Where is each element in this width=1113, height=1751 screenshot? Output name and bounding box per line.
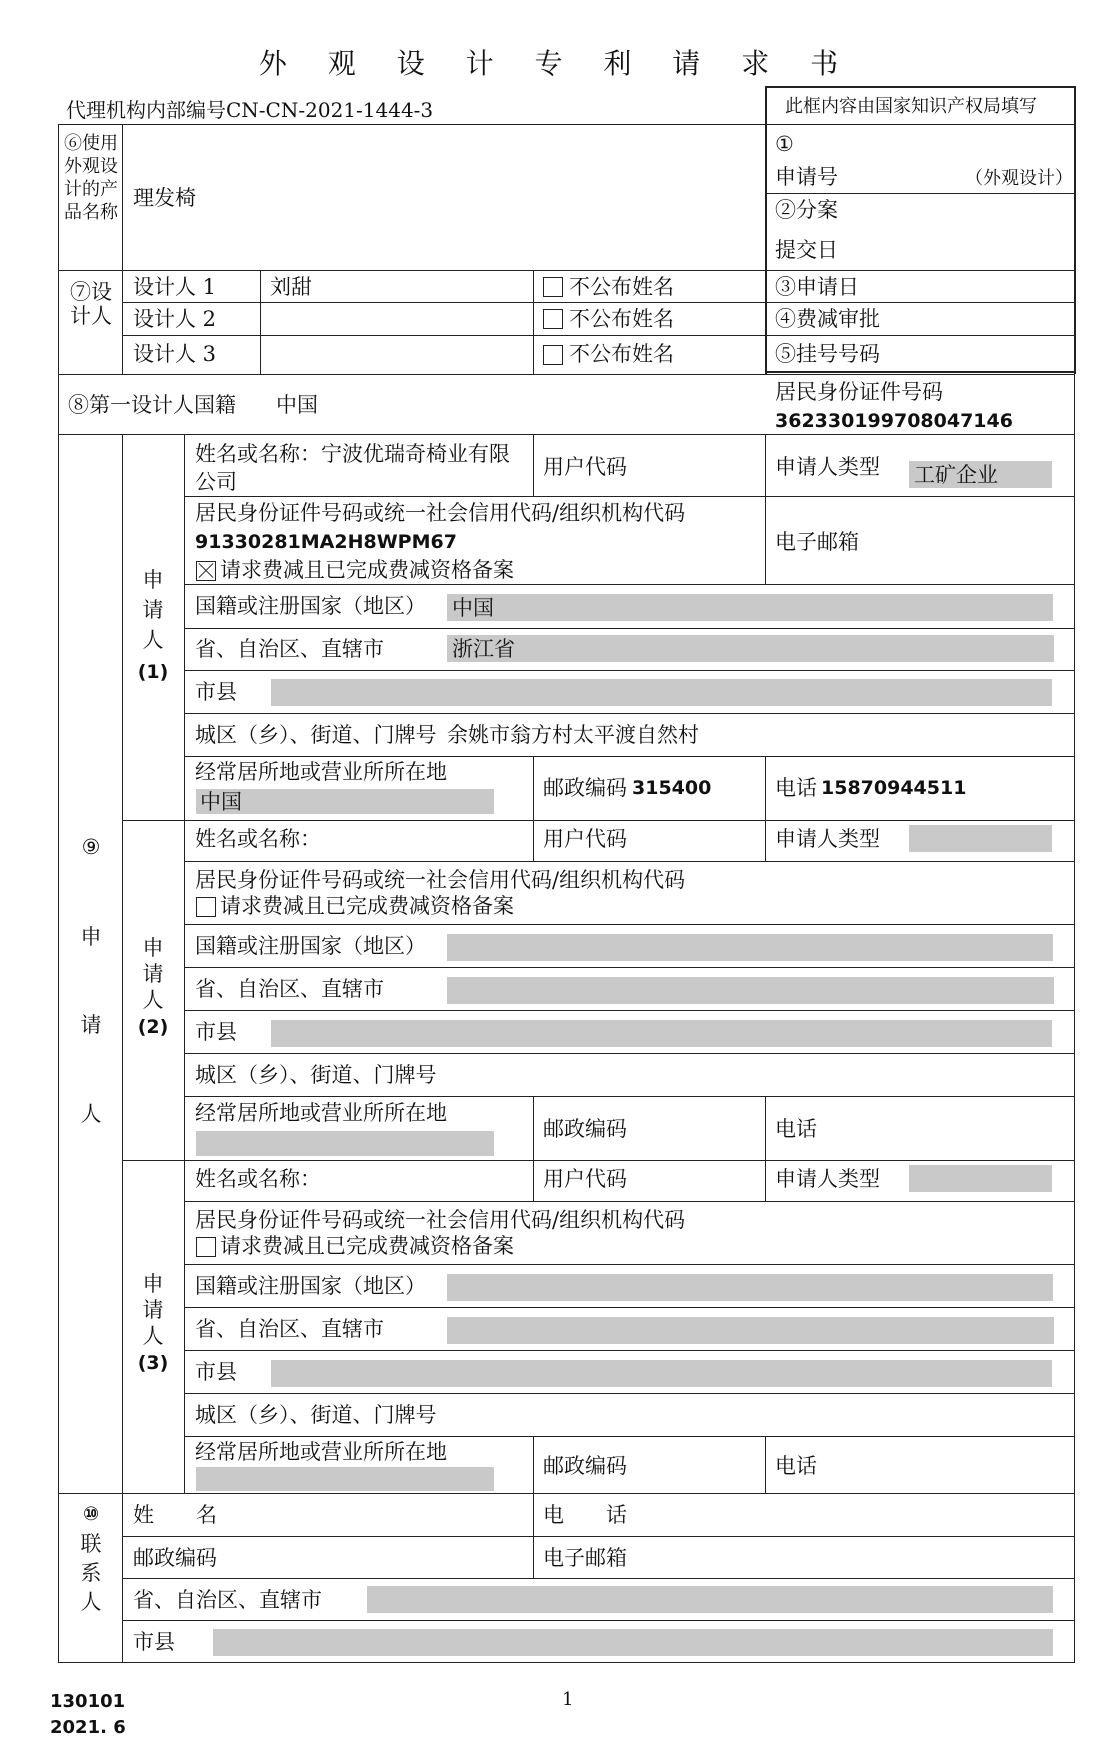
- agency-ref: 代理机构内部编号CN-CN-2021-1444-3: [66, 98, 434, 122]
- applicant-1-id-value: 91330281MA2H8WPM67: [195, 531, 457, 553]
- designer-1-no-publish-checkbox[interactable]: [543, 277, 563, 297]
- applicant-3-city-field[interactable]: [271, 1360, 1052, 1387]
- applicants-char-1: 申: [80, 925, 102, 949]
- designer-3-no-publish-checkbox[interactable]: [543, 345, 563, 365]
- applicant-3-name-label: 姓名或名称：: [195, 1167, 321, 1191]
- applicant-1-nationality-label: 国籍或注册国家（地区）: [195, 594, 426, 618]
- form-number: 130101: [50, 1691, 126, 1712]
- applicant-2-nationality-field[interactable]: [447, 934, 1053, 961]
- applicant-3-residence-field[interactable]: [196, 1467, 494, 1491]
- applicant-1-type-label: 申请人类型: [775, 455, 880, 479]
- applicant-2-name-label: 姓名或名称：: [195, 827, 321, 851]
- applicant-1-address-value: 余姚市翁方村太平渡自然村: [447, 723, 699, 747]
- applicant-3-nationality-label: 国籍或注册国家（地区）: [195, 1274, 426, 1298]
- applicant-1-fee-reduction-checkbox[interactable]: [196, 561, 216, 581]
- designer-1-name: 刘甜: [270, 275, 312, 299]
- applicant-1-nationality-value: 中国: [452, 596, 494, 620]
- applicant-2-postcode-label: 邮政编码: [543, 1117, 627, 1141]
- page-number: 1: [562, 1689, 574, 1710]
- applicant-2-nationality-label: 国籍或注册国家（地区）: [195, 934, 426, 958]
- id-number-label: 居民身份证件号码: [775, 380, 943, 404]
- designer-2-no-publish-checkbox[interactable]: [543, 309, 563, 329]
- applicant-3-type-label: 申请人类型: [775, 1167, 880, 1191]
- applicant-1-phone-label: 电话: [775, 776, 817, 800]
- designer-3-no-publish-label: 不公布姓名: [569, 342, 674, 366]
- contact-email-label: 电子邮箱: [543, 1546, 627, 1570]
- designer-section-label: ⑦设计人: [70, 280, 112, 328]
- applicant-1-fee-reduction-label: 请求费减且已完成费减资格备案: [220, 558, 514, 582]
- form-title: 外 观 设 计 专 利 请 求 书: [258, 47, 855, 80]
- applicants-char-2: 请: [80, 1013, 102, 1037]
- contact-mark: ⑩: [82, 1503, 100, 1525]
- contact-city-field[interactable]: [213, 1629, 1053, 1656]
- applicant-1-residence-label: 经常居所地或营业所所在地: [195, 760, 447, 784]
- applicant-3-index: (3): [137, 1352, 169, 1374]
- applicant-3-id-label: 居民身份证件号码或统一社会信用代码/组织机构代码: [195, 1208, 686, 1232]
- applicant-2-id-label: 居民身份证件号码或统一社会信用代码/组织机构代码: [195, 868, 686, 892]
- applicant-1-nationality-field[interactable]: [447, 594, 1053, 621]
- first-designer-nationality: 中国: [276, 393, 318, 417]
- applicant-1-char-3: 人: [142, 628, 164, 652]
- contact-postcode-label: 邮政编码: [133, 1546, 217, 1570]
- applicant-3-city-label: 市县: [195, 1360, 237, 1384]
- applicant-3-char-1: 申: [142, 1272, 164, 1296]
- applicant-1-postcode-value: 315400: [632, 777, 712, 799]
- applicant-3-phone-label: 电话: [775, 1454, 817, 1478]
- contact-province-field[interactable]: [367, 1586, 1053, 1613]
- applicant-1-province-field[interactable]: [447, 635, 1054, 662]
- applicant-1-province-label: 省、自治区、直辖市: [195, 637, 384, 661]
- applicant-1-email-label: 电子邮箱: [775, 530, 859, 554]
- applicant-2-province-label: 省、自治区、直辖市: [195, 977, 384, 1001]
- applicant-3-province-field[interactable]: [447, 1317, 1054, 1344]
- office-box-header: 此框内容由国家知识产权局填写: [785, 96, 1037, 117]
- applicant-3-province-label: 省、自治区、直辖市: [195, 1317, 384, 1341]
- first-designer-nationality-label: ⑧第一设计人国籍: [68, 393, 236, 417]
- applicants-char-3: 人: [80, 1102, 102, 1126]
- applicant-2-type-field[interactable]: [909, 825, 1052, 852]
- applicant-2-char-3: 人: [142, 988, 164, 1012]
- designer-2-label: 设计人 2: [133, 307, 217, 331]
- office-num1: ①: [775, 132, 794, 156]
- applicant-2-index: (2): [137, 1016, 169, 1038]
- applicant-2-residence-label: 经常居所地或营业所所在地: [195, 1101, 447, 1125]
- applicant-2-type-label: 申请人类型: [775, 827, 880, 851]
- applicant-2-char-1: 申: [142, 936, 164, 960]
- applicant-1-residence-value: 中国: [200, 790, 242, 814]
- design-note: （外观设计）: [965, 168, 1073, 189]
- applicant-1-city-label: 市县: [195, 680, 237, 704]
- application-number-label: 申请号: [775, 165, 838, 189]
- applicant-3-type-field[interactable]: [909, 1165, 1052, 1192]
- applicant-2-fee-reduction-label: 请求费减且已完成费减资格备案: [220, 894, 514, 918]
- applicant-1-city-field[interactable]: [271, 679, 1052, 706]
- applicant-3-postcode-label: 邮政编码: [543, 1454, 627, 1478]
- fee-approval-label: ④费减审批: [775, 307, 880, 331]
- applicant-3-char-3: 人: [142, 1324, 164, 1348]
- product-label: ⑥使用外观设计的产品名称: [64, 133, 118, 223]
- applicant-2-address-label: 城区（乡）、街道、门牌号: [195, 1063, 437, 1087]
- applicant-1-user-code: 用户代码: [543, 455, 627, 479]
- applicant-3-fee-reduction-label: 请求费减且已完成费减资格备案: [220, 1234, 514, 1258]
- contact-name-label: 姓 名: [133, 1503, 217, 1527]
- designer-3-label: 设计人 3: [133, 342, 217, 366]
- applicant-2-fee-reduction-checkbox[interactable]: [196, 897, 216, 917]
- id-number-value: 362330199708047146: [775, 410, 1013, 432]
- applicant-1-char-1: 申: [142, 568, 164, 592]
- applicant-2-user-code: 用户代码: [543, 827, 627, 851]
- applicant-3-fee-reduction-checkbox[interactable]: [196, 1237, 216, 1257]
- applicant-1-index: (1): [137, 661, 169, 683]
- applicant-1-name: 姓名或名称：宁波优瑞奇椅业有限公司: [195, 442, 510, 494]
- applicant-3-user-code: 用户代码: [543, 1167, 627, 1191]
- designer-2-no-publish-label: 不公布姓名: [569, 307, 674, 331]
- applicant-3-residence-label: 经常居所地或营业所所在地: [195, 1440, 447, 1464]
- applicant-1-province-value: 浙江省: [452, 637, 515, 661]
- applicant-3-address-label: 城区（乡）、街道、门牌号: [195, 1403, 437, 1427]
- applicant-1-char-2: 请: [142, 598, 164, 622]
- contact-char-1: 联: [80, 1532, 102, 1556]
- applicant-3-char-2: 请: [142, 1298, 164, 1322]
- designer-1-no-publish-label: 不公布姓名: [569, 275, 674, 299]
- applicants-mark: ⑨: [81, 835, 101, 859]
- designer-1-label: 设计人 1: [133, 275, 217, 299]
- registered-number-label: ⑤挂号号码: [775, 342, 880, 366]
- applicant-2-char-2: 请: [142, 962, 164, 986]
- submit-date-label: 提交日: [775, 238, 838, 262]
- applicant-2-city-label: 市县: [195, 1020, 237, 1044]
- contact-char-3: 人: [80, 1590, 102, 1614]
- applicant-2-residence-field[interactable]: [196, 1131, 494, 1156]
- contact-province-label: 省、自治区、直辖市: [133, 1588, 322, 1612]
- contact-city-label: 市县: [133, 1630, 175, 1654]
- divisional-label: ②分案: [775, 198, 838, 222]
- filing-date-label: ③申请日: [775, 275, 859, 299]
- applicant-1-phone-value: 15870944511: [821, 777, 967, 799]
- applicant-1-postcode-label: 邮政编码: [543, 776, 627, 800]
- contact-char-2: 系: [80, 1561, 102, 1585]
- applicant-2-province-field[interactable]: [447, 977, 1054, 1004]
- form-date: 2021. 6: [50, 1717, 126, 1734]
- applicant-2-city-field[interactable]: [271, 1020, 1052, 1047]
- applicant-1-type-value: 工矿企业: [914, 463, 998, 487]
- contact-phone-label: 电 话: [543, 1503, 627, 1527]
- applicant-2-phone-label: 电话: [775, 1117, 817, 1141]
- applicant-3-nationality-field[interactable]: [447, 1274, 1053, 1301]
- applicant-1-id-label: 居民身份证件号码或统一社会信用代码/组织机构代码: [195, 501, 686, 525]
- applicant-1-address-label: 城区（乡）、街道、门牌号: [195, 723, 437, 747]
- product-name: 理发椅: [133, 186, 196, 210]
